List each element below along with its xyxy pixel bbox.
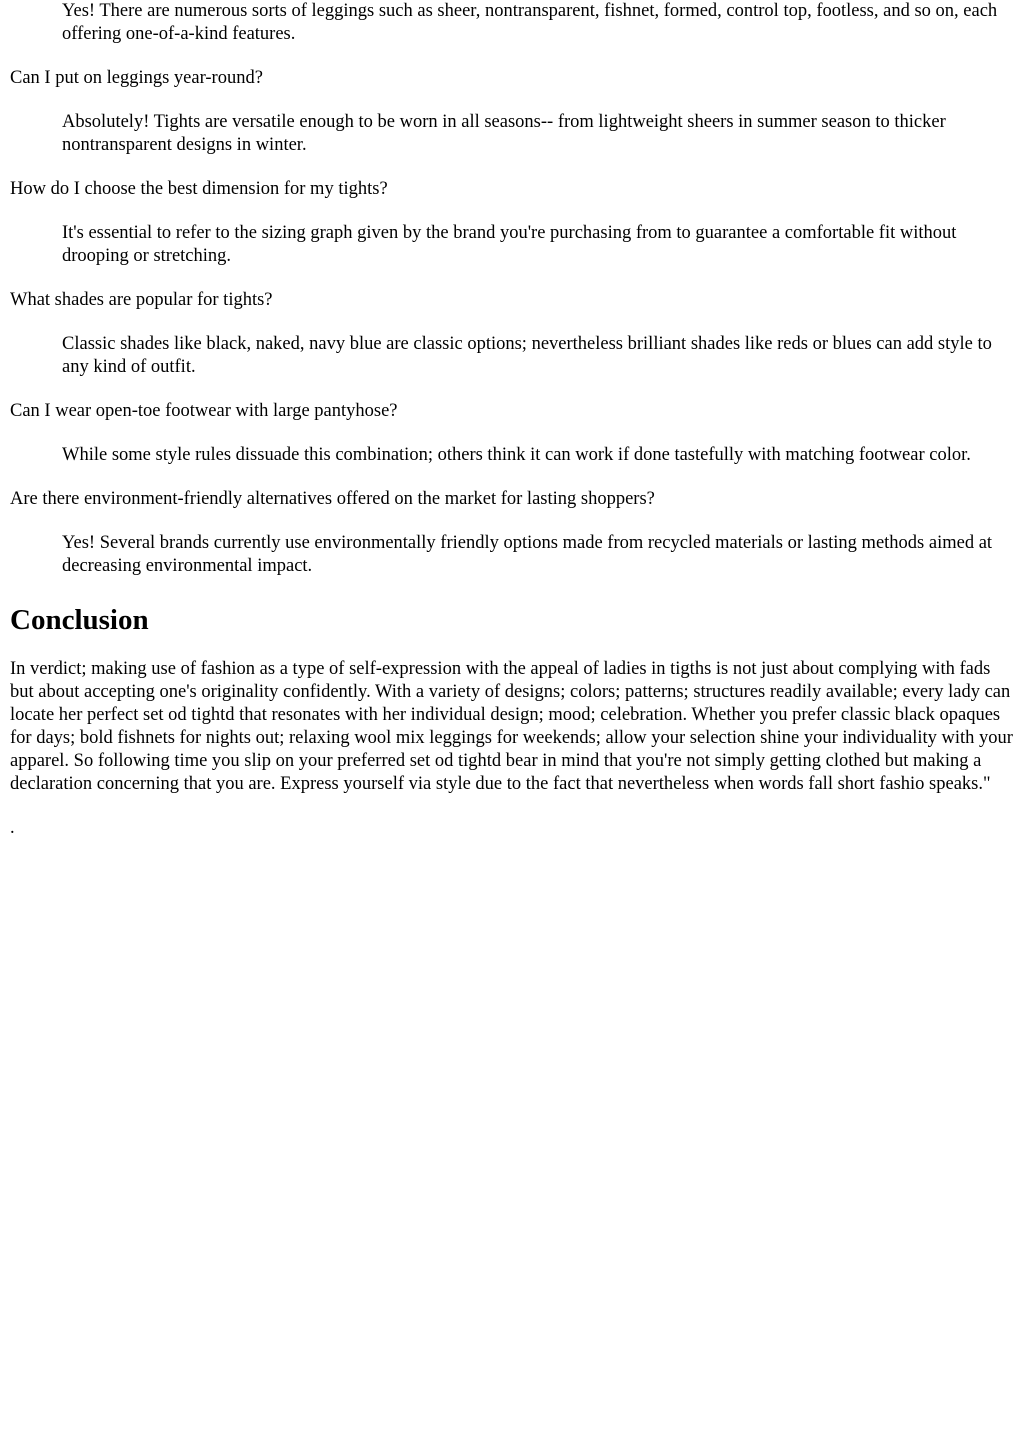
- faq-question: Are there environment-friendly alternatives offered on the market for lasting shoppers?: [10, 489, 655, 509]
- trailing-text: .: [10, 818, 15, 838]
- faq-answer: Classic shades like black, naked, navy blue are classic options; nevertheless brilliant shades like reds or blues can add style to any kind of outfit.: [62, 334, 992, 377]
- faq-answer: It's essential to refer to the sizing graph given by the brand you're purchasing from to guarantee a comfortable fit without drooping or stretching.: [62, 223, 957, 266]
- conclusion-heading: Conclusion: [10, 604, 149, 636]
- faq-list: [10, 0, 1014, 578]
- faq-question: Can I put on leggings year-round?: [10, 68, 263, 88]
- faq-answer: Yes! There are numerous sorts of leggings such as sheer, nontransparent, fishnet, formed, control top, footless, and so on, each offering one-of-a-kind features.: [62, 1, 998, 44]
- faq-answer: Yes! Several brands currently use environmentally friendly options made from recycled materials or lasting methods aimed at decreasing environmental impact.: [62, 533, 993, 576]
- faq-question: What shades are popular for tights?: [10, 290, 273, 310]
- faq-answer: Absolutely! Tights are versatile enough to be worn in all seasons-- from lightweight sheers in summer season to thicker nontransparent designs in winter.: [62, 112, 946, 155]
- faq-question: How do I choose the best dimension for my tights?: [10, 179, 388, 199]
- conclusion-paragraph: In verdict; making use of fashion as a type of self-expression with the appeal of ladies in tigths is not just about complying with fads but about accepting one's originality confidently. With a variety of designs; colors; patterns; structures readily available; every lady can locate her perfect set od tightd that resonates with her individual design; mood; celebration. Whether you prefer classic black opaques for days; bold fishnets for nights out; relaxing wool mix leggings for weekends; allow your selection shine your individuality with your apparel. So following time you slip on your preferred set od tightd bear in mind that you're not simply getting clothed but making a declaration concerning that you are. Express yourself via style due to the fact that nevertheless when words fall short fashio speaks.": [10, 659, 1013, 794]
- faq-answer: While some style rules dissuade this combination; others think it can work if done tastefully with matching footwear color.: [62, 445, 971, 465]
- faq-question: Can I wear open-toe footwear with large pantyhose?: [10, 401, 398, 421]
